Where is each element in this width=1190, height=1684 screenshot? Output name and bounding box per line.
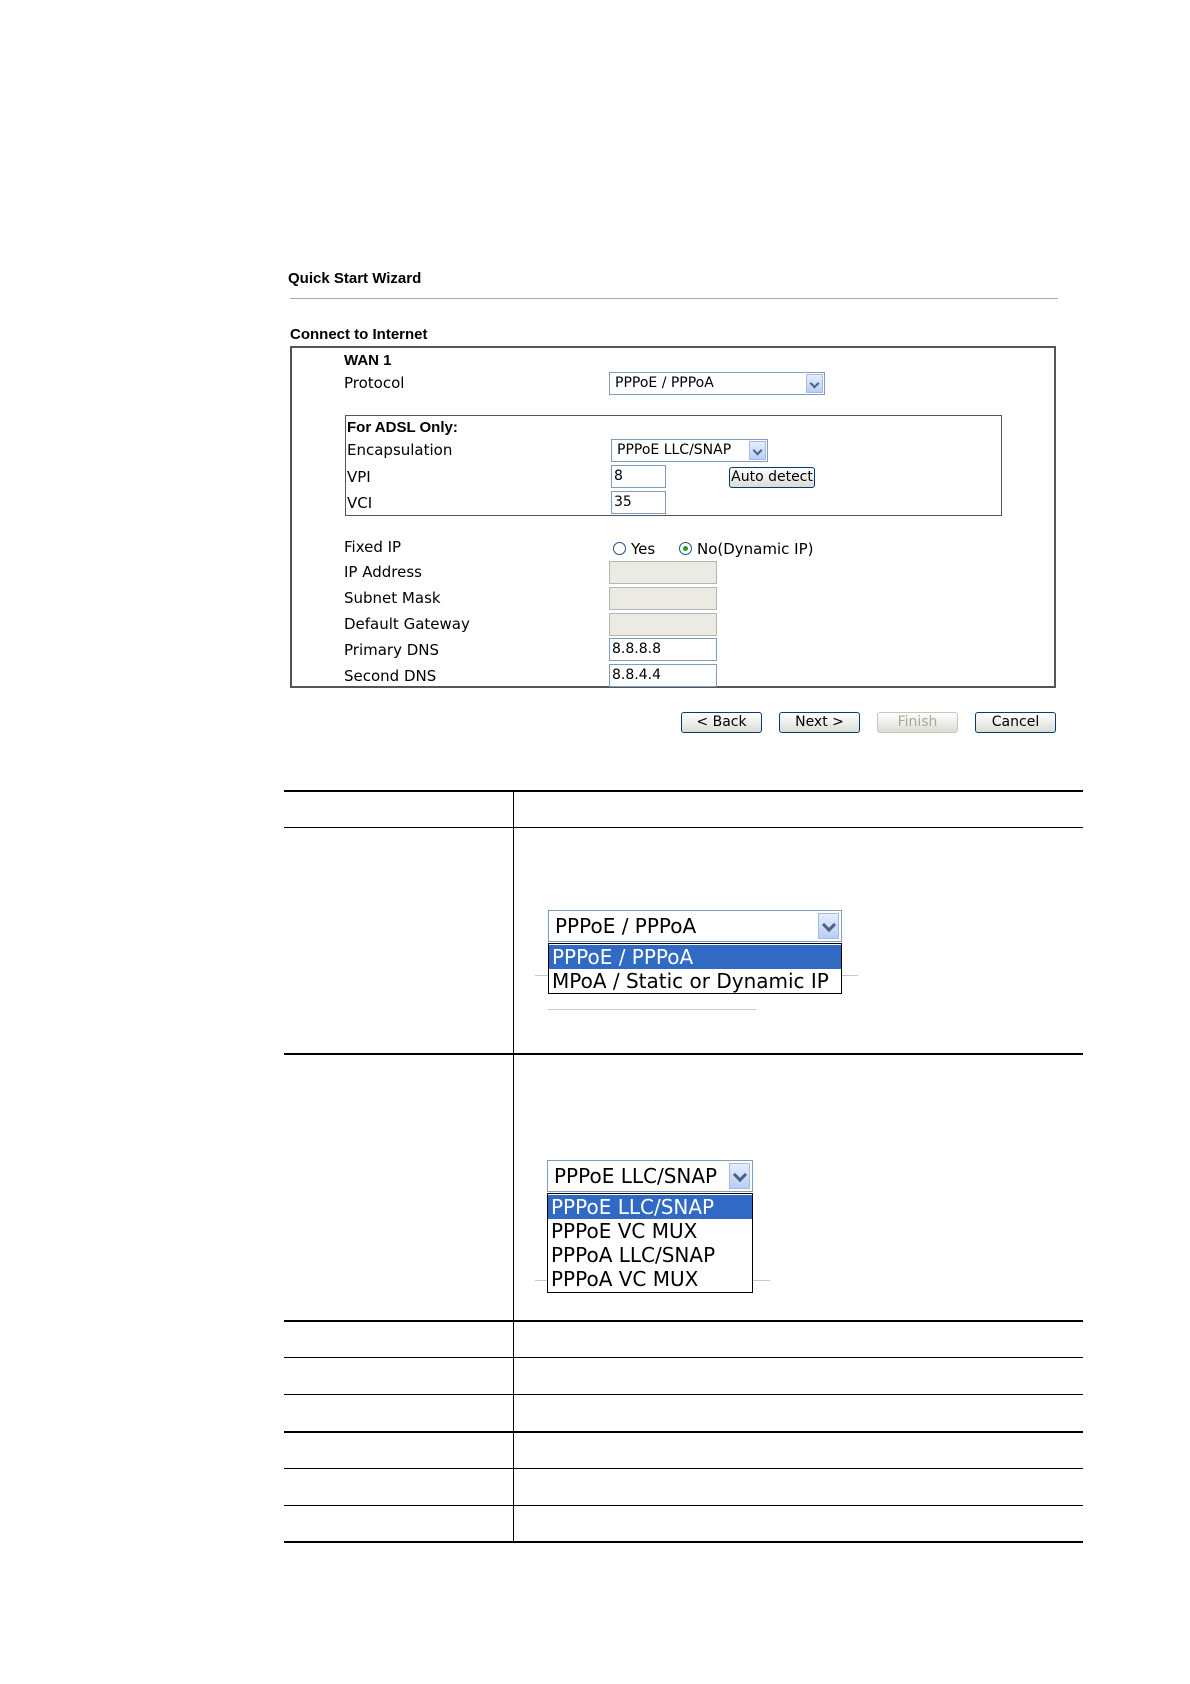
protocol-dropdown-value: PPPoE / PPPoA [555, 914, 697, 938]
faint-rule [548, 1009, 756, 1010]
title-divider [290, 298, 1058, 299]
protocol-dropdown-list [548, 943, 842, 994]
fixed-ip-yes-label: Yes [631, 540, 656, 558]
vci-input[interactable]: 35 [611, 491, 666, 514]
chevron-down-icon[interactable] [729, 1163, 750, 1189]
protocol-dropdown[interactable] [548, 910, 842, 942]
wan-title: WAN 1 [344, 352, 392, 369]
connect-panel [290, 346, 1056, 688]
chevron-down-icon[interactable] [749, 441, 766, 460]
encapsulation-select-value: PPPoE LLC/SNAP [617, 442, 732, 458]
fixed-ip-yes-radio[interactable] [613, 542, 626, 555]
next-button[interactable]: Next > [779, 712, 860, 733]
vci-label: VCI [347, 494, 373, 512]
encapsulation-option[interactable]: PPPoA LLC/SNAP [551, 1243, 716, 1267]
table-header-rule [284, 827, 1083, 828]
ip-address-input[interactable] [609, 561, 717, 584]
protocol-option[interactable]: PPPoE / PPPoA [549, 945, 841, 969]
fixed-ip-no-radio[interactable] [679, 542, 692, 555]
protocol-option[interactable]: MPoA / Static or Dynamic IP [552, 969, 829, 993]
table-row-rule [284, 1468, 1083, 1469]
cancel-button[interactable]: Cancel [975, 712, 1056, 733]
subnet-mask-label: Subnet Mask [344, 589, 441, 607]
encapsulation-dropdown-value: PPPoE LLC/SNAP [554, 1164, 718, 1188]
table-top-rule [284, 790, 1083, 792]
fixed-ip-no-label: No(Dynamic IP) [697, 540, 814, 558]
subnet-mask-input[interactable] [609, 587, 717, 610]
ip-address-label: IP Address [344, 563, 422, 581]
wizard-title: Quick Start Wizard [288, 270, 422, 287]
protocol-label: Protocol [344, 374, 405, 392]
table-row-rule [284, 1320, 1083, 1322]
table-column-divider [513, 790, 514, 1542]
table-row-rule [284, 1505, 1083, 1506]
encapsulation-option[interactable]: PPPoE VC MUX [551, 1219, 698, 1243]
second-dns-label: Second DNS [344, 667, 437, 685]
table-row-rule [284, 1431, 1083, 1433]
encapsulation-select[interactable] [611, 439, 768, 462]
second-dns-input[interactable]: 8.8.4.4 [609, 664, 717, 687]
protocol-select[interactable] [609, 372, 825, 395]
primary-dns-input[interactable]: 8.8.8.8 [609, 638, 717, 661]
adsl-title: For ADSL Only: [347, 419, 458, 436]
auto-detect-button[interactable]: Auto detect [729, 467, 815, 488]
table-row-rule [284, 1053, 1083, 1055]
finish-button[interactable]: Finish [877, 712, 958, 733]
primary-dns-label: Primary DNS [344, 641, 440, 659]
table-bottom-rule [284, 1541, 1083, 1543]
vpi-input[interactable]: 8 [611, 465, 666, 488]
section-title: Connect to Internet [290, 326, 428, 343]
protocol-select-value: PPPoE / PPPoA [615, 375, 714, 391]
table-row-rule [284, 1394, 1083, 1395]
vpi-label: VPI [347, 468, 371, 486]
chevron-down-icon[interactable] [818, 913, 839, 939]
encapsulation-dropdown-list [547, 1193, 753, 1293]
fixed-ip-label: Fixed IP [344, 538, 402, 556]
encapsulation-label: Encapsulation [347, 441, 453, 459]
encapsulation-option[interactable]: PPPoA VC MUX [551, 1267, 699, 1291]
chevron-down-icon[interactable] [806, 374, 823, 393]
back-button[interactable]: < Back [681, 712, 762, 733]
default-gateway-input[interactable] [609, 613, 717, 636]
table-row-rule [284, 1357, 1083, 1358]
default-gateway-label: Default Gateway [344, 615, 470, 633]
encapsulation-option[interactable]: PPPoE LLC/SNAP [548, 1195, 752, 1219]
encapsulation-dropdown[interactable] [547, 1160, 753, 1192]
